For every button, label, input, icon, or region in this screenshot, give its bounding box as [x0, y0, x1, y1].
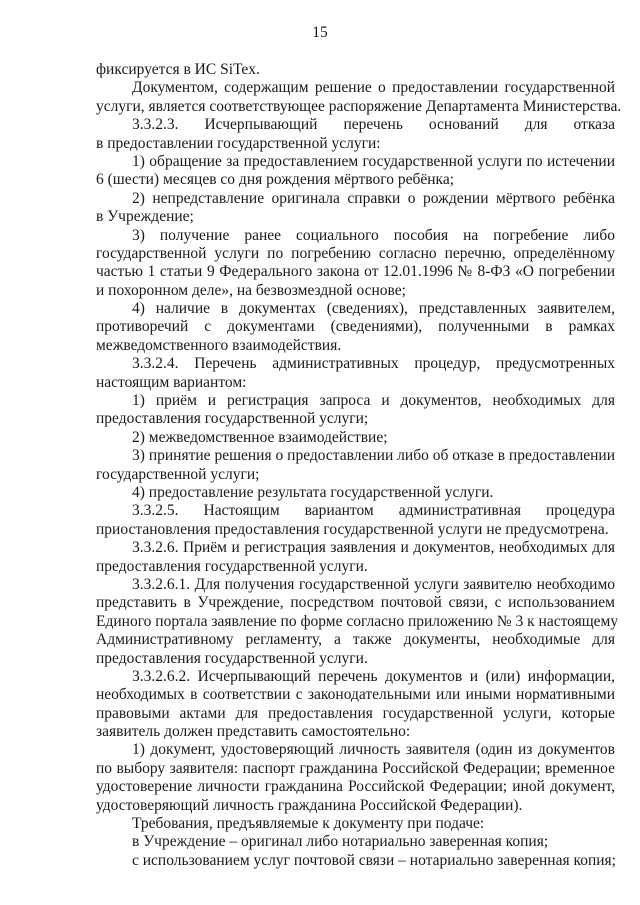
text-line: государственной услуги по погребению согласно перечню, определённому [96, 244, 615, 262]
text-line: предоставления государственной услуги. [96, 557, 368, 575]
text-line: 3) получение ранее социального пособия на погребение либо [132, 226, 615, 244]
text-line: 3) принятие решения о предоставлении либо об отказе в предоставлении [132, 447, 615, 465]
text-line: настоящим вариантом: [96, 373, 247, 391]
text-line: необходимых в соответствии с законодательными или иными нормативными [96, 686, 615, 704]
text-line: 2) межведомственное взаимодействие; [132, 428, 388, 446]
text-line: и похоронном деле», на безвозмездной основе; [96, 281, 406, 299]
text-line: 6 (шести) месяцев со дня рождения мёртвого ребёнка; [96, 171, 455, 189]
text-line: частью 1 статьи 9 Федерального закона от 12.01.1996 № 8-ФЗ «О погребении [96, 263, 615, 281]
text-line: 4) наличие в документах (сведениях), представленных заявителем, [132, 300, 615, 318]
text-line: приостановления предоставления государственной услуги не предусмотрена. [96, 520, 609, 538]
text-line: в Учреждение; [96, 208, 194, 226]
text-line: предоставления государственной услуги; [96, 410, 369, 428]
text-line: 1) документ, удостоверяющий личность заявителя (один из документов [132, 741, 615, 759]
text-line: в Учреждение – оригинал либо нотариально заверенная копия; [132, 833, 549, 851]
text-line: Единого портала заявление по форме согласно приложению № 3 к настоящему [96, 612, 619, 630]
text-line: фиксируется в ИС SiTex. [96, 61, 260, 78]
text-line: удостоверяющий личность гражданина Российской Федерации). [96, 796, 523, 814]
text-line: 1) обращение за предоставлением государственной услуги по истечении [132, 152, 615, 170]
text-line: 3.3.2.3. Исчерпывающий перечень оснований для отказа [132, 116, 615, 134]
text-line: удостоверение личности гражданина Российской Федерации; иной документ, [96, 778, 615, 796]
text-line: правовыми актами для предоставления государственной услуги, которые [96, 704, 615, 722]
text-line: 1) приём и регистрация запроса и документов, необходимых для [132, 392, 615, 410]
text-line: 4) предоставление результата государственной услуги. [132, 483, 494, 501]
text-line: 3.3.2.5. Настоящим вариантом административная процедура [132, 502, 615, 520]
text-line: Документом, содержащим решение о предоставлении государственной [132, 79, 615, 97]
text-line: 3.3.2.6.1. Для получения государственной услуги заявителю необходимо [132, 575, 615, 593]
page-number: 15 [312, 24, 328, 41]
text-line: в предоставлении государственной услуги: [96, 134, 381, 152]
text-line: 3.3.2.4. Перечень административных процедур, предусмотренных [132, 355, 615, 373]
text-line: противоречий с документами (сведениями), полученными в рамках [96, 318, 615, 336]
text-line: заявитель должен представить самостоятельно: [96, 723, 411, 741]
text-line: 3.3.2.6. Приём и регистрация заявления и документов, необходимых для [132, 539, 615, 557]
text-line: представить в Учреждение, посредством почтовой связи, с использованием [96, 594, 615, 612]
text-line: Требования, предъявляемые к документу при подаче: [132, 815, 485, 833]
text-line: 2) непредставление оригинала справки о рождении мёртвого ребёнка [132, 189, 615, 207]
text-line: государственной услуги; [96, 465, 260, 483]
text-line: по выбору заявителя: паспорт гражданина Российской Федерации; временное [96, 759, 615, 777]
text-line: предоставления государственной услуги. [96, 649, 368, 667]
document-body [96, 61, 622, 870]
text-line: услуги, является соответствующее распоряжение Департамента Министерства. [96, 97, 622, 115]
text-line: 3.3.2.6.2. Исчерпывающий перечень документов и (или) информации, [132, 667, 615, 685]
text-line: Административному регламенту, а также документы, необходимые для [96, 631, 615, 649]
text-line: межведомственного взаимодействия. [96, 336, 342, 354]
text-line: с использованием услуг почтовой связи – нотариально заверенная копия; [132, 851, 616, 869]
